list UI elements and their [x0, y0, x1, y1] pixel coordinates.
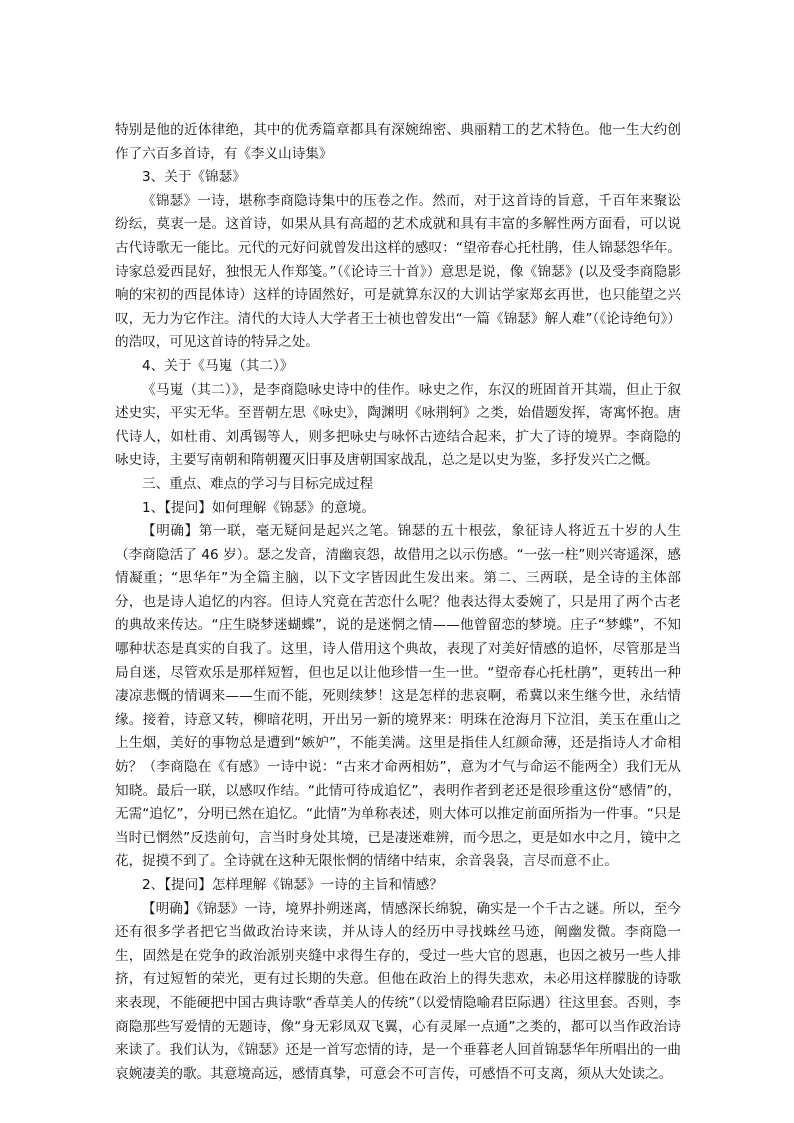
document-page — [115, 119, 681, 1086]
question-heading-1: 1、【提问】如何理解《锦瑟》的意境。 — [142, 499, 375, 516]
answer-paragraph-1: 【明确】第一联，毫无疑问是起兴之笔。锦瑟的五十根弦，象征诗人将近五十岁的人生（李商隐活了 46 岁）。瑟之发音，清幽哀怨，故借用之以示伤感。“一弦一柱”则兴寄遥深，感情凝重；“思华年”为全篇主脑，以下文字皆因此生发出来。第二、三两联，是全诗的主体部分，也是诗人追忆的内容。但诗人究竟在苦恋什么呢？他表达得太委婉了，只是用了两个古老的典故来传达。“庄生晓梦迷蝴蝶”，说的是迷惘之情——他曾留恋的梦境。庄子“梦蝶”，不知哪种状态是真实的自我了。这里，诗人借用这个典故，表现了对美好情感的追怀，尽管那是当局自迷，尽管欢乐是那样短暂，但也足以让他珍惜一生一世。“望帝春心托杜鹃”，更转出一种凄凉悲慨的情调来——生而不能，死则续梦！这是怎样的悲哀啊，希冀以来生继今世，永结情缘。接着，诗意又转，柳暗花明，开出另一新的境界来：明珠在沧海月下泣泪，美玉在重山之上生烟，美好的事物总是遭到“嫉妒”，不能美满。这里是指佳人红颜命薄，还是指诗人才命相妨？（李商隐在《有感》一诗中说：“古来才命两相妨”，意为才气与命运不能两全）我们无从知晓。最后一联，以感叹作结。“此情可待成追忆”，表明作者到老还是很珍重这份“感情”的，无需“追忆”，分明已然在追忆。“此情”为单称表述，则大体可以推定前面所指为一件事。“只是当时已惘然”反迭前句，言当时身处其境，已是凄迷难辨，而今思之，更是如水中之月，镜中之花，捉摸不到了。全诗就在这种无限怅惘的情绪中结束，余音袅袅，言尽而意不止。 — [115, 523, 681, 870]
question-heading-2: 2、【提问】怎样理解《锦瑟》一诗的主旨和情感？ — [142, 877, 443, 893]
paragraph-mawei-intro: 《马嵬（其二）》，是李商隐咏史诗中的佳作。咏史之作，东汉的班固首开其端，但止于叙述史实，平实无华。至晋朝左思《咏史》，陶渊明《咏荆轲》之类，始借题发挥，寄寓怀抱。唐代诗人，如杜甫、刘禹锡等人，则多把咏史与咏怀古迹结合起来，扩大了诗的境界。李商隐的咏史诗，主要写南朝和隋朝覆灭旧事及唐朝国家战乱，总之是以史为鉴，多抒发兴亡之慨。 — [115, 381, 681, 469]
section-heading-mawei: 4、关于《马嵬（其二）》 — [142, 357, 294, 374]
section-heading-key-points: 三、重点、难点的学习与目标完成过程 — [142, 475, 374, 492]
section-heading-jinse: 3、关于《锦瑟》 — [142, 169, 246, 186]
paragraph-jinse-intro: 《锦瑟》一诗，堪称李商隐诗集中的压卷之作。然而，对于这首诗的旨意，千百年来聚讼纷纭，莫衷一是。这首诗，如果从具有高超的艺术成就和具有丰富的多解性两方面看，可以说古代诗歌无一能比。元代的元好问就曾发出这样的感叹：“望帝春心托杜鹃，佳人锦瑟怨华年。诗家总爱西昆好，独恨无人作郑笺。”（《论诗三十首》）意思是说，像《锦瑟》(以及受李商隐影响的宋初的西昆体诗）这样的诗固然好，可是就算东汉的大训诂学家郑玄再世，也只能望之兴叹，无力为它作注。清代的大诗人大学者王士祯也曾发出“一篇《锦瑟》解人难”（《论诗绝句》）的浩叹，可见这首诗的特异之处。 — [115, 192, 681, 351]
paragraph-intro-continued: 特别是他的近体律绝，其中的优秀篇章都具有深婉绵密、典丽精工的艺术特色。他一生大约创作了六百多首诗，有《李义山诗集》 — [115, 122, 681, 162]
answer-paragraph-2: 【明确】《锦瑟》一诗，境界扑朔迷离，情感深长绵貌，确实是一个千古之谜。所以，至今还有很多学者把它当做政治诗来读，并从诗人的经历中寻找蛛丝马迹，阐幽发微。李商隐一生，固然是在党争的政治派别夹缝中求得生存的，受过一些大官的恩惠，也因之被另一些人排挤，有过短暂的荣光，更有过长期的失意。但他在政治上的得失悲欢，未必用这样朦胧的诗歌来表现，不能硬把中国古典诗歌“香草美人的传统”（以爱情隐喻君臣际遇）往这里套。否则，李商隐那些写爱情的无题诗，像“身无彩凤双飞翼，心有灵犀一点通”之类的，都可以当作政治诗来读了。我们认为，《锦瑟》还是一首写恋情的诗，是一个垂暮老人回首锦瑟华年所唱出的一曲哀婉凄美的歌。其意境高远，感情真挚，可意会不可言传，可感悟不可支离，须从大处读之。 — [115, 900, 681, 1082]
